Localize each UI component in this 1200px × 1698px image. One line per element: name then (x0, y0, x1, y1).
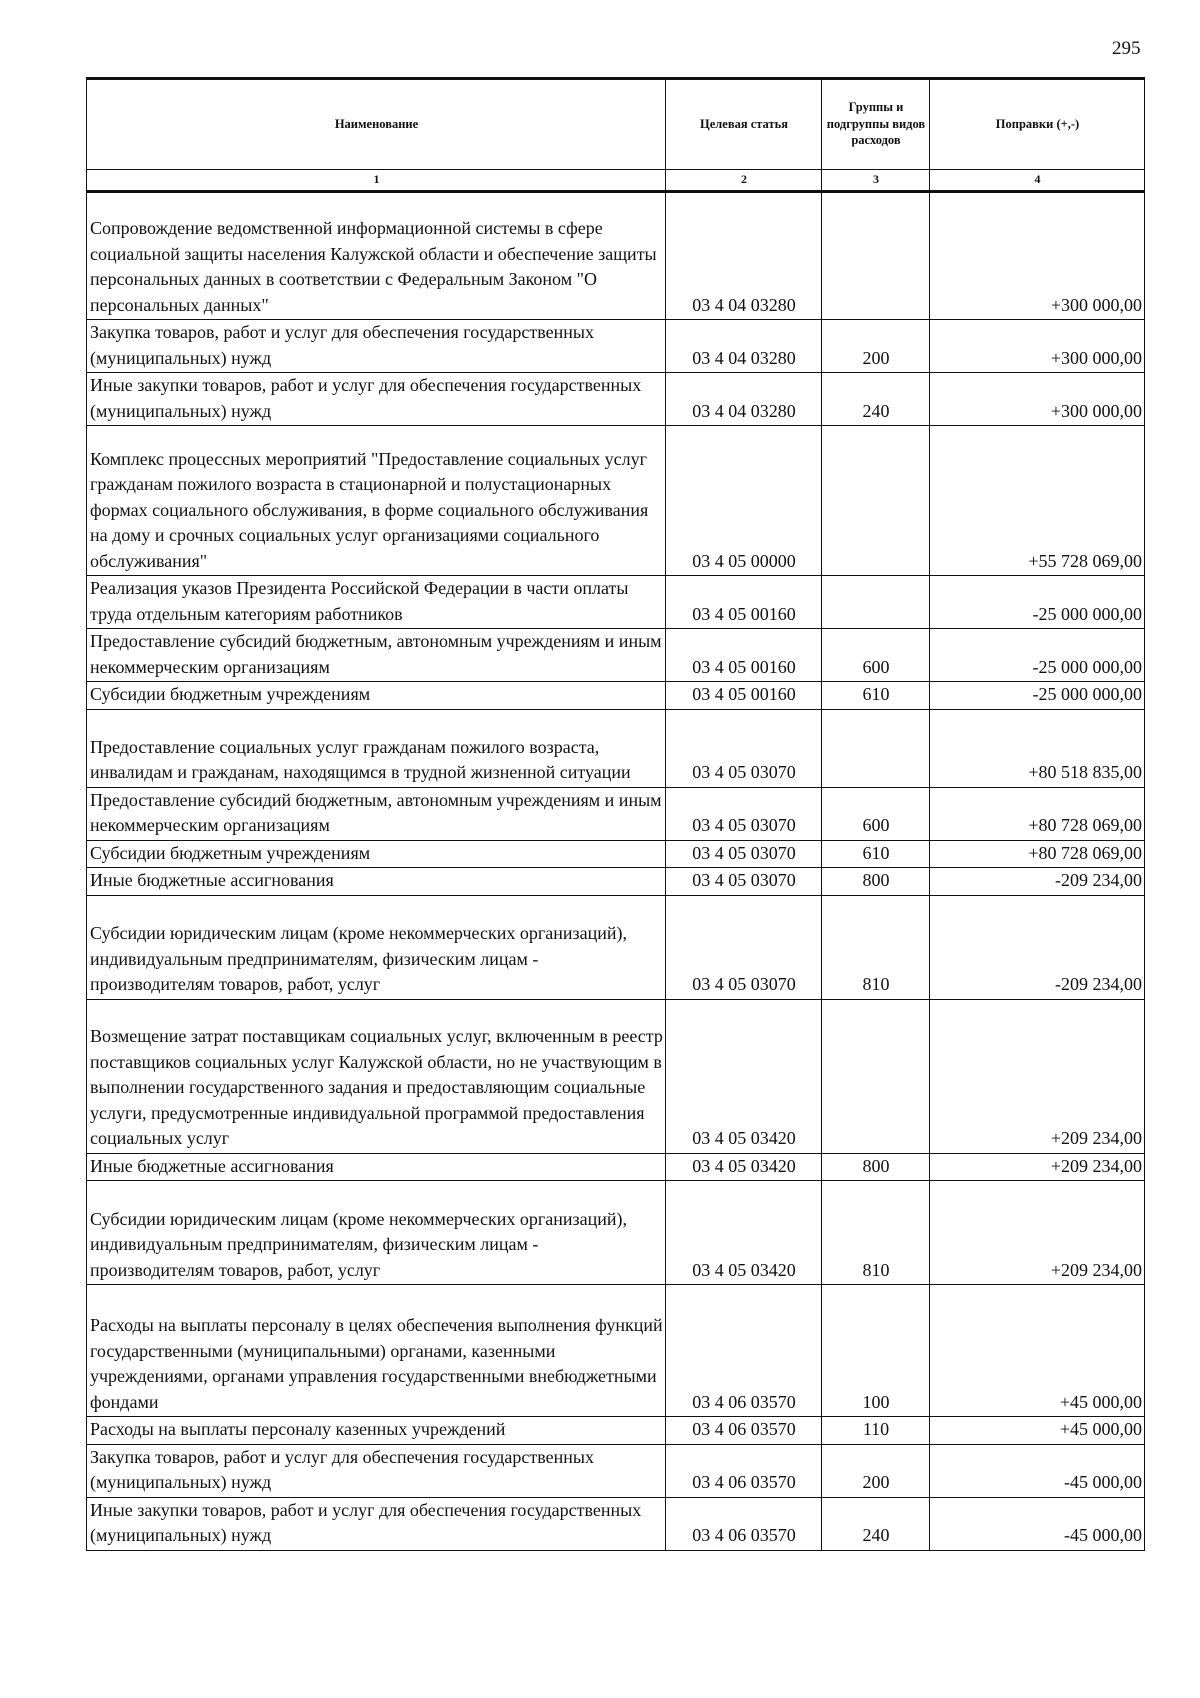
row-target-article: 03 4 06 03570 (666, 1285, 822, 1417)
row-amount: +55 728 069,00 (930, 426, 1145, 576)
row-target-article: 03 4 05 00160 (666, 576, 822, 629)
row-name: Предоставление субсидий бюджетным, автономным учреждениям и иным некоммерческим организациям (87, 787, 666, 840)
row-expense-group: 200 (822, 1444, 930, 1497)
row-name: Предоставление субсидий бюджетным, автономным учреждениям и иным некоммерческим организациям (87, 629, 666, 682)
table-row (87, 629, 1145, 682)
row-target-article: 03 4 05 03070 (666, 787, 822, 840)
row-expense-group: 610 (822, 682, 930, 710)
row-expense-group: 240 (822, 373, 930, 426)
table-row (87, 320, 1145, 373)
row-target-article: 03 4 05 00000 (666, 426, 822, 576)
row-expense-group: 610 (822, 840, 930, 868)
row-target-article: 03 4 06 03570 (666, 1444, 822, 1497)
row-target-article: 03 4 05 03070 (666, 868, 822, 896)
page-number: 295 (1112, 38, 1141, 59)
table-row (87, 868, 1145, 896)
row-expense-group: 800 (822, 1153, 930, 1181)
header-expense-groups: Группы и подгруппы видов расходов (822, 79, 930, 170)
table-row (87, 787, 1145, 840)
row-amount: -45 000,00 (930, 1497, 1145, 1550)
row-name: Закупка товаров, работ и услуг для обеспечения государственных (муниципальных) нужд (87, 1444, 666, 1497)
header-amendments: Поправки (+,-) (930, 79, 1145, 170)
row-amount: -25 000 000,00 (930, 576, 1145, 629)
row-amount: -25 000 000,00 (930, 682, 1145, 710)
row-name: Иные закупки товаров, работ и услуг для обеспечения государственных (муниципальных) нужд (87, 1497, 666, 1550)
row-amount: +80 518 835,00 (930, 709, 1145, 787)
row-name: Субсидии юридическим лицам (кроме некоммерческих организаций), индивидуальным предпринимателям, физическим лицам - производителям товаров, работ, услуг (87, 895, 666, 999)
row-target-article: 03 4 04 03280 (666, 373, 822, 426)
row-amount: +209 234,00 (930, 999, 1145, 1153)
row-expense-group: 100 (822, 1285, 930, 1417)
row-target-article: 03 4 05 00160 (666, 682, 822, 710)
row-name: Сопровождение ведомственной информационной системы в сфере социальной защиты населения Калужской области и обеспечение защиты персональных данных в соответствии с Федеральным Законом "О персональных данных" (87, 192, 666, 320)
row-name: Реализация указов Президента Российской Федерации в части оплаты труда отдельным категориям работников (87, 576, 666, 629)
row-expense-group: 240 (822, 1497, 930, 1550)
table-row (87, 1153, 1145, 1181)
row-target-article: 03 4 05 00160 (666, 629, 822, 682)
row-target-article: 03 4 05 03420 (666, 1153, 822, 1181)
header-target-article: Целевая статья (666, 79, 822, 170)
row-expense-group (822, 576, 930, 629)
table-row (87, 576, 1145, 629)
header-col-number: 4 (930, 170, 1145, 192)
row-name: Субсидии бюджетным учреждениям (87, 840, 666, 868)
row-target-article: 03 4 04 03280 (666, 320, 822, 373)
header-col-number: 1 (87, 170, 666, 192)
row-expense-group: 800 (822, 868, 930, 896)
table-row (87, 682, 1145, 710)
row-amount: +300 000,00 (930, 320, 1145, 373)
row-expense-group: 600 (822, 787, 930, 840)
table-row (87, 426, 1145, 576)
row-target-article: 03 4 06 03570 (666, 1417, 822, 1445)
row-target-article: 03 4 06 03570 (666, 1497, 822, 1550)
row-expense-group: 200 (822, 320, 930, 373)
row-target-article: 03 4 04 03280 (666, 192, 822, 320)
row-amount: +209 234,00 (930, 1181, 1145, 1285)
row-name: Предоставление социальных услуг гражданам пожилого возраста, инвалидам и гражданам, находящимся в трудной жизненной ситуации (87, 709, 666, 787)
table-row (87, 1285, 1145, 1417)
row-name: Расходы на выплаты персоналу в целях обеспечения выполнения функций государственными (муниципальными) органами, казенными учреждениями, органами управления государственными внебюджетными фондами (87, 1285, 666, 1417)
row-name: Иные бюджетные ассигнования (87, 868, 666, 896)
row-name: Расходы на выплаты персоналу казенных учреждений (87, 1417, 666, 1445)
table-row (87, 840, 1145, 868)
row-amount: +45 000,00 (930, 1285, 1145, 1417)
row-amount: +80 728 069,00 (930, 787, 1145, 840)
row-name: Закупка товаров, работ и услуг для обеспечения государственных (муниципальных) нужд (87, 320, 666, 373)
row-name: Субсидии бюджетным учреждениям (87, 682, 666, 710)
row-name: Субсидии юридическим лицам (кроме некоммерческих организаций), индивидуальным предпринимателям, физическим лицам - производителям товаров, работ, услуг (87, 1181, 666, 1285)
row-expense-group (822, 426, 930, 576)
row-target-article: 03 4 05 03070 (666, 895, 822, 999)
row-amount: +300 000,00 (930, 192, 1145, 320)
row-amount: -25 000 000,00 (930, 629, 1145, 682)
row-expense-group: 810 (822, 1181, 930, 1285)
row-target-article: 03 4 05 03420 (666, 999, 822, 1153)
header-col-number: 3 (822, 170, 930, 192)
table-row (87, 1417, 1145, 1445)
row-target-article: 03 4 05 03070 (666, 709, 822, 787)
header-col-number: 2 (666, 170, 822, 192)
row-amount: +45 000,00 (930, 1417, 1145, 1445)
row-name: Комплекс процессных мероприятий "Предоставление социальных услуг гражданам пожилого возраста в стационарной и полустационарных формах социального обслуживания, в форме социального обслуживания на дому и срочных социальных услуг организациями социального обслуживания" (87, 426, 666, 576)
row-expense-group: 110 (822, 1417, 930, 1445)
table-row (87, 999, 1145, 1153)
row-amount: +80 728 069,00 (930, 840, 1145, 868)
budget-amendments-table (86, 77, 1145, 1551)
row-name: Возмещение затрат поставщикам социальных услуг, включенным в реестр поставщиков социальных услуг Калужской области, но не участвующим в выполнении государственного задания и предоставляющим социальные услуги, предусмотренные индивидуальной программой предоставления социальных услуг (87, 999, 666, 1153)
row-amount: +300 000,00 (930, 373, 1145, 426)
table-row (87, 373, 1145, 426)
row-expense-group (822, 709, 930, 787)
table-row (87, 895, 1145, 999)
row-expense-group: 600 (822, 629, 930, 682)
row-amount: -209 234,00 (930, 895, 1145, 999)
table-row (87, 1497, 1145, 1550)
table-row (87, 709, 1145, 787)
row-expense-group: 810 (822, 895, 930, 999)
row-amount: +209 234,00 (930, 1153, 1145, 1181)
row-name: Иные закупки товаров, работ и услуг для обеспечения государственных (муниципальных) нужд (87, 373, 666, 426)
row-amount: -209 234,00 (930, 868, 1145, 896)
header-name: Наименование (87, 79, 666, 170)
table-row (87, 1181, 1145, 1285)
row-expense-group (822, 999, 930, 1153)
row-target-article: 03 4 05 03070 (666, 840, 822, 868)
table-row (87, 192, 1145, 320)
row-amount: -45 000,00 (930, 1444, 1145, 1497)
row-target-article: 03 4 05 03420 (666, 1181, 822, 1285)
row-name: Иные бюджетные ассигнования (87, 1153, 666, 1181)
row-expense-group (822, 192, 930, 320)
table-row (87, 1444, 1145, 1497)
